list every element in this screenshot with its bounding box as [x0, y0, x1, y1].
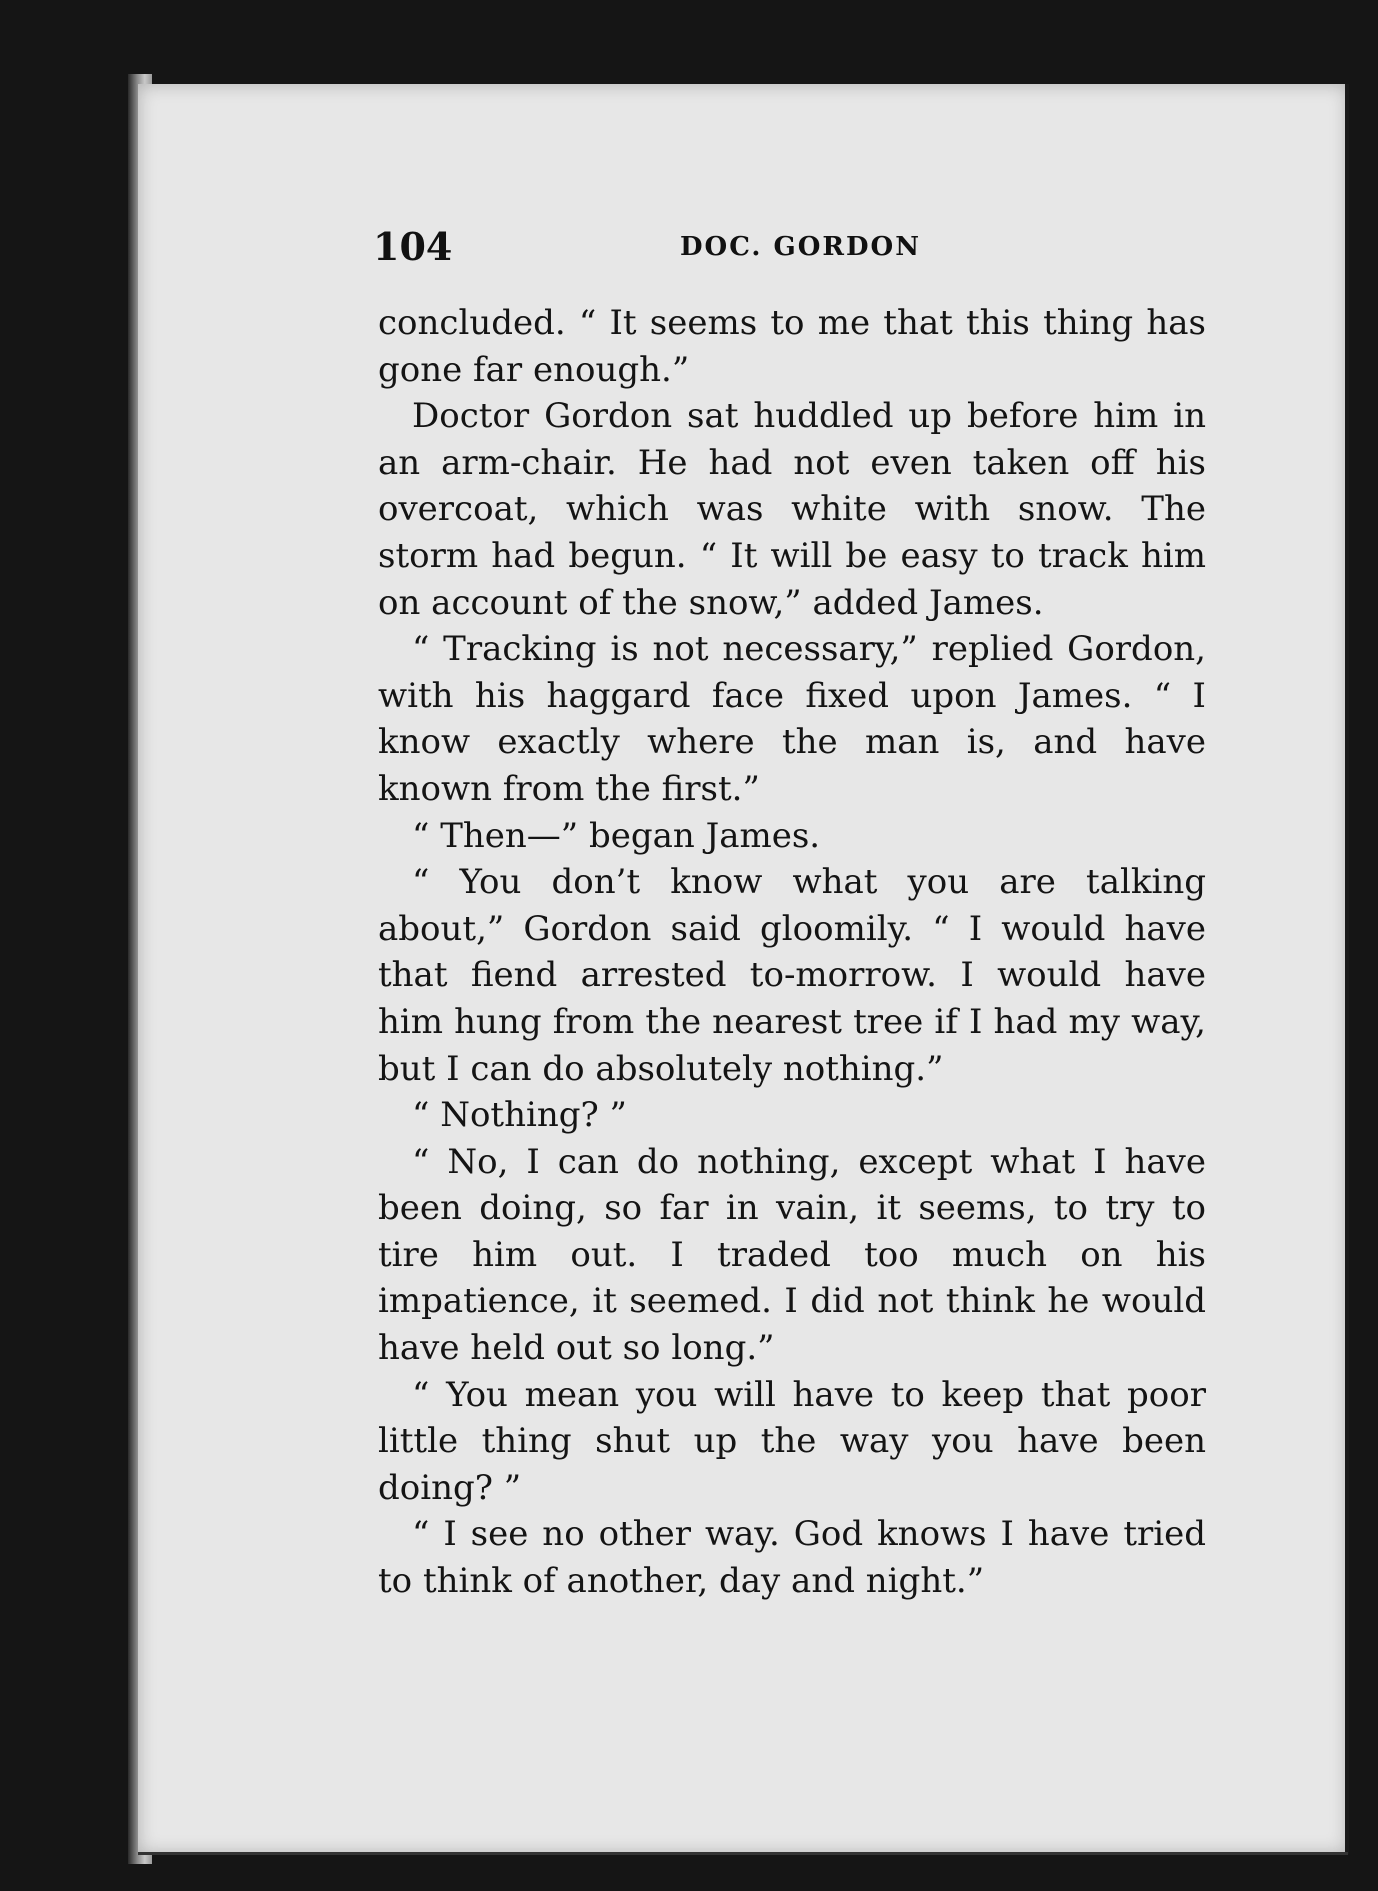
body-text [378, 300, 1206, 1605]
paragraph: concluded. “ It seems to me that this thing has gone far enough.” [378, 303, 1206, 390]
page-right-edge [1345, 84, 1349, 1854]
paragraph: “ Then—” began James. [412, 815, 821, 856]
paragraph: Doctor Gordon sat huddled up before him in an arm-chair. He had not even taken off his overcoat, which was white with snow. The storm had begun. “ It will be easy to track him on account of the snow,” added James. [378, 396, 1206, 623]
page-number: 104 [373, 224, 453, 269]
paragraph: “ You mean you will have to keep that poor little thing shut up the way you have been doing? ” [378, 1374, 1206, 1508]
paragraph: “ I see no other way. God knows I have tried to think of another, day and night.” [378, 1514, 1206, 1602]
page-bottom-edge [138, 1852, 1348, 1855]
page-header [373, 224, 1211, 274]
paragraph: “ No, I can do nothing, except what I have been doing, so far in vain, it seems, to try to tire him out. I traded too much on his impatience, it seemed. I did not think he would have held out so long.” [378, 1141, 1206, 1369]
paragraph: “ You don’t know what you are talking about,” Gordon said gloomily. “ I would have that fiend arrested to-morrow. I would have him hung from the nearest tree if I had my way, but I can do absolutely nothing.” [378, 862, 1206, 1089]
paragraph: “ Tracking is not necessary,” replied Gordon, with his haggard face fixed upon James. “ I know exactly where the man is, and have known from the first.” [378, 629, 1206, 809]
running-head: DOC. GORDON [680, 232, 921, 262]
paragraph: “ Nothing? ” [412, 1095, 627, 1136]
